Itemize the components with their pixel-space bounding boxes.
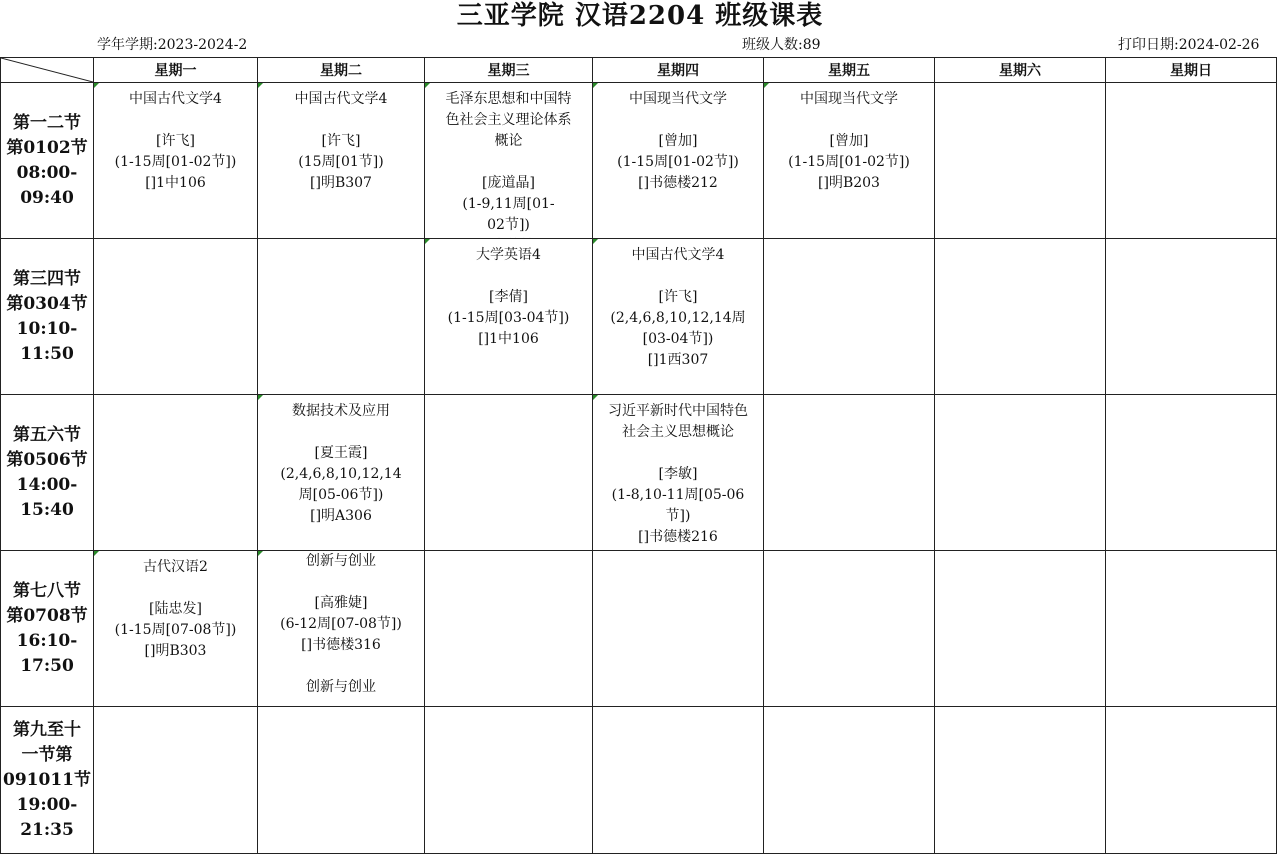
day-header: 星期六 <box>935 58 1106 83</box>
page-title: 三亚学院 汉语2204 班级课表 <box>456 1 824 31</box>
course-name: 中国古代文学4 <box>631 247 725 263</box>
course-weeks: (2,4,6,8,10,12,14 周[05-06节]) <box>280 466 402 503</box>
day-header-row <box>1 58 1277 83</box>
empty-cell <box>1106 551 1277 707</box>
course-name: 习近平新时代中国特色 社会主义思想概论 <box>608 403 748 440</box>
course-name-extra: 创新与创业 <box>306 679 376 695</box>
period-label-cell <box>1 707 94 854</box>
comment-marker <box>94 551 99 556</box>
teacher-name: [许飞] <box>658 289 698 305</box>
course-name: 创新与创业 <box>306 553 376 569</box>
comment-marker <box>94 83 99 88</box>
comment-marker <box>425 83 430 88</box>
diagonal-line <box>1 58 93 82</box>
empty-cell <box>258 239 425 395</box>
empty-cell <box>1106 707 1277 854</box>
teacher-name: [曾加] <box>829 133 869 149</box>
comment-marker <box>764 83 769 88</box>
empty-cell <box>935 239 1106 395</box>
course-room: []书德楼216 <box>638 529 718 545</box>
period-label-cell <box>1 395 94 551</box>
empty-cell <box>425 395 593 551</box>
empty-cell <box>764 551 935 707</box>
corner-cell <box>1 58 94 83</box>
course-weeks: (2,4,6,8,10,12,14周 [03-04节]) <box>610 310 746 347</box>
empty-cell <box>1106 395 1277 551</box>
course-name: 中国现当代文学 <box>800 91 898 107</box>
empty-cell <box>593 707 764 854</box>
comment-marker <box>258 83 263 88</box>
course-cell <box>258 83 425 239</box>
empty-cell <box>935 83 1106 239</box>
period-label-cell <box>1 83 94 239</box>
day-header: 星期五 <box>764 58 935 83</box>
course-name: 古代汉语2 <box>143 559 208 575</box>
course-cell <box>94 83 258 239</box>
day-header: 星期日 <box>1106 58 1277 83</box>
course-cell <box>258 551 425 707</box>
empty-cell <box>1106 83 1277 239</box>
course-room: []1西307 <box>647 352 709 368</box>
day-header: 星期四 <box>593 58 764 83</box>
empty-cell <box>1106 239 1277 395</box>
empty-cell <box>935 707 1106 854</box>
empty-cell <box>94 239 258 395</box>
comment-marker <box>258 395 263 400</box>
teacher-name: [许飞] <box>156 133 195 149</box>
period-label: 第一二节 第0102节 08:00- 09:40 <box>6 112 88 208</box>
term-label: 学年学期:2023-2024-2 <box>97 37 248 53</box>
period-label: 第七八节 第0708节 16:10- 17:50 <box>6 580 88 676</box>
empty-cell <box>94 707 258 854</box>
course-weeks: (1-15周[07-08节]) <box>114 622 237 638</box>
period-row <box>1 395 1277 551</box>
empty-cell <box>593 551 764 707</box>
period-row <box>1 83 1277 239</box>
teacher-name: [李敏] <box>658 466 698 482</box>
period-row <box>1 551 1277 707</box>
course-name: 中国现当代文学 <box>629 91 727 107</box>
comment-marker <box>425 239 430 244</box>
course-weeks: (6-12周[07-08节]) <box>280 616 402 632</box>
course-weeks: (1-15周[01-02节]) <box>617 154 739 170</box>
empty-cell <box>935 395 1106 551</box>
comment-marker <box>593 239 598 244</box>
course-cell <box>593 395 764 551</box>
empty-cell <box>425 551 593 707</box>
day-header: 星期二 <box>258 58 425 83</box>
course-name: 大学英语4 <box>476 247 541 263</box>
class-size-label: 班级人数:89 <box>742 37 821 53</box>
course-weeks: (1-15周[03-04节]) <box>447 310 570 326</box>
teacher-name: [曾加] <box>658 133 698 149</box>
course-cell <box>425 83 593 239</box>
course-name: 数据技术及应用 <box>292 403 390 419</box>
period-label: 第三四节 第0304节 10:10- 11:50 <box>6 268 88 364</box>
course-room: []明A306 <box>310 508 372 524</box>
course-name: 中国古代文学4 <box>129 91 222 107</box>
day-header: 星期三 <box>425 58 593 83</box>
course-weeks: (1-15周[01-02节]) <box>788 154 910 170</box>
teacher-name: [高雅婕] <box>314 595 368 611</box>
course-cell <box>425 239 593 395</box>
teacher-name: [许飞] <box>321 133 361 149</box>
empty-cell <box>425 707 593 854</box>
course-room: []1中106 <box>478 331 539 347</box>
course-room: []书德楼212 <box>638 175 718 191</box>
period-row <box>1 707 1277 854</box>
course-weeks: (15周[01节]) <box>298 154 384 170</box>
period-label-cell <box>1 551 94 707</box>
course-name: 毛泽东思想和中国特 色社会主义理论体系 概论 <box>445 91 572 149</box>
course-cell <box>593 239 764 395</box>
period-label: 第五六节 第0506节 14:00- 15:40 <box>6 424 88 520</box>
day-header: 星期一 <box>94 58 258 83</box>
period-label: 第九至十 一节第 091011节 19:00- 21:35 <box>3 719 91 840</box>
teacher-name: [李倩] <box>489 289 528 305</box>
course-cell <box>94 551 258 707</box>
course-weeks: (1-15周[01-02节]) <box>114 154 237 170</box>
course-cell <box>764 83 935 239</box>
timetable <box>0 57 1277 854</box>
course-cell <box>258 395 425 551</box>
comment-marker <box>593 83 598 88</box>
course-room: []明B303 <box>144 643 207 659</box>
comment-marker <box>258 551 263 556</box>
comment-marker <box>593 395 598 400</box>
course-room: []书德楼316 <box>301 637 381 653</box>
empty-cell <box>258 707 425 854</box>
course-weeks: (1-8,10-11周[05-06 节]) <box>611 487 745 524</box>
teacher-name: [夏王霞] <box>314 445 368 461</box>
empty-cell <box>94 395 258 551</box>
period-row <box>1 239 1277 395</box>
print-date-label: 打印日期:2024-02-26 <box>1118 37 1260 53</box>
course-cell <box>593 83 764 239</box>
period-label-cell <box>1 239 94 395</box>
empty-cell <box>764 707 935 854</box>
teacher-name: [陆忠发] <box>149 601 202 617</box>
teacher-name: [庞道晶] <box>482 175 535 191</box>
course-room: []明B307 <box>310 175 372 191</box>
course-room: []1中106 <box>145 175 206 191</box>
course-room: []明B203 <box>818 175 880 191</box>
course-name: 中国古代文学4 <box>294 91 388 107</box>
course-weeks: (1-9,11周[01- 02节]) <box>462 196 555 233</box>
empty-cell <box>935 551 1106 707</box>
empty-cell <box>764 395 935 551</box>
empty-cell <box>764 239 935 395</box>
